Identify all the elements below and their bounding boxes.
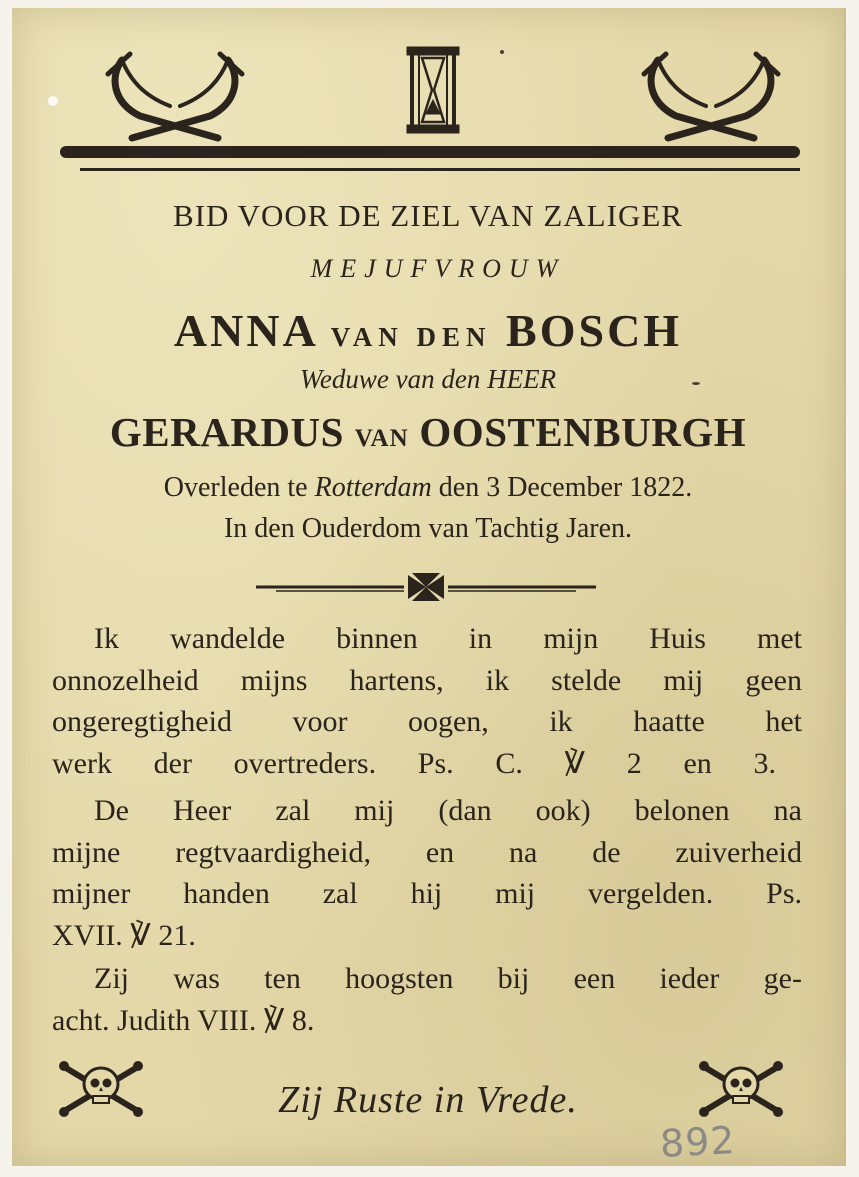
verse-psalm-101 <box>52 618 802 784</box>
widow-of: Weduwe van den HEER <box>299 364 557 394</box>
iron-cross-icon <box>408 573 444 601</box>
crossed-scythes-icon <box>100 46 250 142</box>
ink-speck <box>500 50 504 54</box>
death-prefix: Overleden te <box>163 472 308 503</box>
verse-line: acht. Judith VIII. ℣ 8. <box>52 1003 315 1037</box>
archive-number: 892 <box>658 1118 737 1166</box>
ink-speck <box>692 382 700 385</box>
verse-line: XVII. ℣ 21. <box>52 918 196 952</box>
verse-line: ongeregtigheid voor oogen, ik haatte het <box>52 705 802 738</box>
memorial-card <box>12 8 846 1166</box>
cross-divider <box>256 570 596 604</box>
verse-line: mijne regtvaardigheid, en na de zuiverheid <box>52 835 802 869</box>
crossed-scythes-icon <box>636 46 786 142</box>
death-line <box>12 472 844 504</box>
age-line: In den Ouderdom van Tachtig Jaren. <box>223 513 633 544</box>
deceased-last-name: BOSCH <box>506 305 683 356</box>
hourglass-icon <box>404 44 462 136</box>
husband-first-name: GERARDUS <box>109 409 344 455</box>
deceased-first-name: ANNA <box>173 305 317 356</box>
deceased-name-particle: VAN DEN <box>330 322 492 352</box>
divider-thick <box>60 146 800 158</box>
verse-psalm-17 <box>52 790 802 956</box>
death-date: den 3 December 1822. <box>438 472 693 503</box>
husband-last-name: OOSTENBURGH <box>419 409 747 455</box>
divider-thin <box>80 168 800 171</box>
death-place: Rotterdam <box>314 472 432 503</box>
prayer-heading: BID VOOR DE ZIEL VAN ZALIGER <box>173 198 683 233</box>
verse-line: mijner handen zal hij mij vergelden. Ps. <box>52 877 802 910</box>
verse-judith <box>52 958 802 1041</box>
verse-line: Zij was ten hoogsten bij een ieder ge- <box>94 962 802 995</box>
closing-line: Zij Ruste in Vrede. <box>278 1079 578 1121</box>
punch-hole <box>48 96 58 106</box>
verse-line: onnozelheid mijns hartens, ik stelde mij geen <box>52 663 802 697</box>
husband-name <box>12 408 844 456</box>
verse-line: Ik wandelde binnen in mijn Huis met <box>94 622 802 655</box>
husband-name-particle: VAN <box>354 425 409 452</box>
deceased-name <box>12 304 844 357</box>
verse-line: werk der overtreders. Ps. C. ℣ 2 en 3. <box>52 746 776 780</box>
title-mejufvrouw: MEJUFVROUW <box>310 254 566 283</box>
verse-line: De Heer zal mij (dan ook) belonen na <box>94 794 802 827</box>
